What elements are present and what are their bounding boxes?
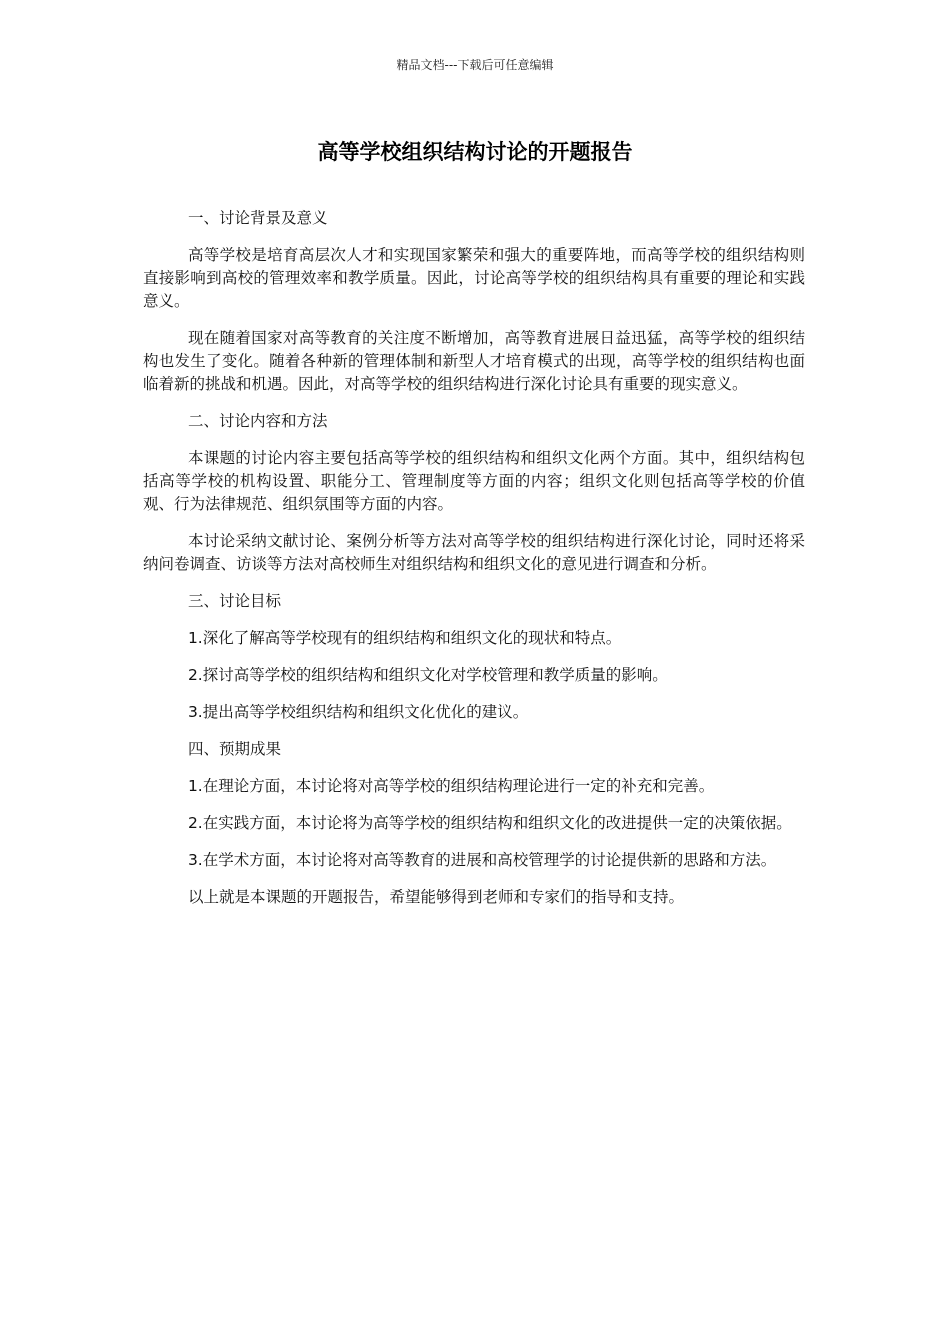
paragraph-background-2: 现在随着国家对高等教育的关注度不断增加，高等教育进展日益迅猛，高等学校的组织结构也发生了变化。随着各种新的管理体制和新型人才培育模式的出现，高等学校的组织结构也面临着新的挑战和机遇。因此，对高等学校的组织结构进行深化讨论具有重要的现实意义。 (143, 329, 805, 393)
section-heading-background: 一、讨论背景及意义 (187, 209, 328, 227)
closing-paragraph: 以上就是本课题的开题报告，希望能够得到老师和专家们的指导和支持。 (187, 888, 684, 906)
outcome-item-1: 1.在理论方面，本讨论将对高等学校的组织结构理论进行一定的补充和完善。 (187, 777, 715, 795)
section-heading-outcomes: 四、预期成果 (187, 740, 281, 758)
section-heading-objectives: 三、讨论目标 (187, 592, 281, 610)
document-body (143, 207, 805, 923)
outcome-item-2: 2.在实践方面，本讨论将为高等学校的组织结构和组织文化的改进提供一定的决策依据。 (187, 814, 792, 832)
section-heading-content-methods: 二、讨论内容和方法 (187, 412, 328, 430)
outcome-item-3: 3.在学术方面，本讨论将对高等教育的进展和高校管理学的讨论提供新的思路和方法。 (187, 851, 777, 869)
objective-item-1: 1.深化了解高等学校现有的组织结构和组织文化的现状和特点。 (187, 629, 622, 647)
document-title: 高等学校组织结构讨论的开题报告 (317, 140, 633, 164)
header-note: 精品文档---下载后可任意编辑 (396, 58, 554, 72)
paragraph-background-1: 高等学校是培育高层次人才和实现国家繁荣和强大的重要阵地，而高等学校的组织结构则直接影响到高校的管理效率和教学质量。因此，讨论高等学校的组织结构具有重要的理论和实践意义。 (143, 246, 805, 310)
paragraph-methods-2: 本讨论采纳文献讨论、案例分析等方法对高等学校的组织结构进行深化讨论，同时还将采纳问卷调查、访谈等方法对高校师生对组织结构和组织文化的意见进行调查和分析。 (143, 532, 805, 573)
objective-item-3: 3.提出高等学校组织结构和组织文化优化的建议。 (187, 703, 529, 721)
objective-item-2: 2.探讨高等学校的组织结构和组织文化对学校管理和教学质量的影响。 (187, 666, 668, 684)
paragraph-content-1: 本课题的讨论内容主要包括高等学校的组织结构和组织文化两个方面。其中，组织结构包括高等学校的机构设置、职能分工、管理制度等方面的内容；组织文化则包括高等学校的价值观、行为法律规范、组织氛围等方面的内容。 (143, 449, 805, 513)
